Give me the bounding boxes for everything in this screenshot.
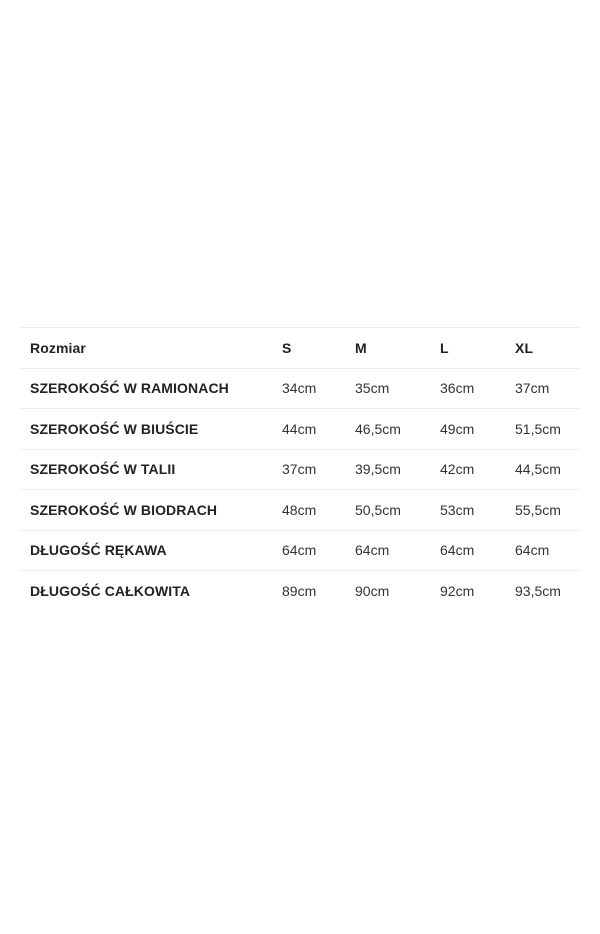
table-row	[20, 409, 580, 450]
cell-value: 64cm	[515, 530, 580, 571]
cell-value: 64cm	[440, 530, 515, 571]
header-size: Rozmiar	[20, 328, 282, 369]
row-label: SZEROKOŚĆ W TALII	[20, 449, 282, 490]
cell-value: 39,5cm	[355, 449, 440, 490]
table-row	[20, 490, 580, 531]
size-chart-table	[20, 327, 580, 611]
table-row	[20, 530, 580, 571]
cell-value: 53cm	[440, 490, 515, 531]
cell-value: 51,5cm	[515, 409, 580, 450]
row-label: SZEROKOŚĆ W BIUŚCIE	[20, 409, 282, 450]
cell-value: 42cm	[440, 449, 515, 490]
row-label: DŁUGOŚĆ CAŁKOWITA	[30, 583, 191, 599]
table-header-row	[20, 328, 580, 369]
cell-value: 93,5cm	[515, 583, 561, 599]
header-s: S	[282, 328, 355, 369]
cell-value: 64cm	[355, 530, 440, 571]
cell-value: 90cm	[355, 583, 390, 599]
cell-value: 34cm	[282, 368, 355, 409]
cell-value: 92cm	[440, 583, 475, 599]
cell-value: 50,5cm	[355, 490, 440, 531]
table-row	[20, 449, 580, 490]
header-xl: XL	[515, 328, 580, 369]
cell-value: 49cm	[440, 409, 515, 450]
table-row	[20, 571, 580, 612]
cell-value: 37cm	[282, 449, 355, 490]
row-label: DŁUGOŚĆ RĘKAWA	[20, 530, 282, 571]
cell-value: 48cm	[282, 490, 355, 531]
cell-value: 55,5cm	[515, 490, 580, 531]
cell-value: 37cm	[515, 368, 580, 409]
header-m: M	[355, 328, 440, 369]
cell-value: 89cm	[282, 583, 317, 599]
cell-value: 44cm	[282, 409, 355, 450]
cell-value: 36cm	[440, 368, 515, 409]
cell-value: 46,5cm	[355, 409, 440, 450]
header-l: L	[440, 328, 515, 369]
table-row	[20, 368, 580, 409]
cell-value: 64cm	[282, 530, 355, 571]
cell-value: 35cm	[355, 368, 440, 409]
cell-value: 44,5cm	[515, 449, 580, 490]
row-label: SZEROKOŚĆ W BIODRACH	[20, 490, 282, 531]
row-label: SZEROKOŚĆ W RAMIONACH	[20, 368, 282, 409]
